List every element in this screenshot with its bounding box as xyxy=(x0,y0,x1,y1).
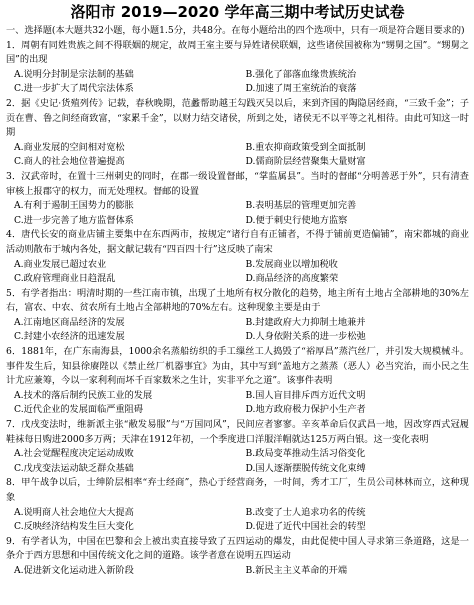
option-d: D.人身依附关系的进一步松弛 xyxy=(245,331,366,343)
option-b: B.表明基层的管理更加完善 xyxy=(245,200,357,212)
question-stem: 2．据《史记·货殖列传》记载，春秋晚期，范蠡帮助越王勾践灭吴以后，来到齐国的陶隐居经商，“三致千金”；子贡在曹、鲁之间经商致富，“家累千金”，以财力结交诸侯，所到之处，诸侯无不以平等之礼相待。由此可知这一时期 xyxy=(6,97,469,139)
option-b: B.新民主主义革命的开端 xyxy=(245,564,348,576)
section-instructions: 一、选择题(本大题共32小题，每小题1.5分，共48分。在每小题给出的四个选项中，只有一项是符合题目要求的) xyxy=(6,25,465,36)
question-5 xyxy=(6,287,469,345)
option-d: D.国人逐渐摆脱传统文化束缚 xyxy=(245,462,366,474)
question-2 xyxy=(6,97,469,170)
option-d: D.便于刺史行使地方监察 xyxy=(245,214,348,226)
question-stem: 5．有学者指出：明清时期的一些江南市镇，出现了土地所有权分散化的趋势，地主所有土地占全部耕地的30%左右，富农、中农、贫农所有土地占全部耕地的70%左右。这种现象主要是由于 xyxy=(6,287,469,314)
question-stem: 9．有学者认为，中国在巴黎和会上被出卖直接导致了五四运动的爆发，由此促使中国人寻求第三条道路，这是一条介于西方思想和中国传统文化之间的道路。该学者意在说明五四运动 xyxy=(6,535,469,562)
option-c: C.戊戌变法运动缺乏群众基础 xyxy=(14,462,134,474)
option-c: C.反映经济结构发生巨大变化 xyxy=(14,521,134,533)
option-a: A.说明商人社会地位大大提高 xyxy=(14,506,134,518)
option-a: A.技术的落后制约民族工业的发展 xyxy=(14,389,153,401)
option-d: D.儒商阶层经营聚集大量财富 xyxy=(245,156,366,168)
option-d: D.商品经济的高度繁荣 xyxy=(245,273,339,285)
option-d: D.加速了周王室统治的衰落 xyxy=(245,83,357,95)
option-a: A.有利于遏制王国势力的膨胀 xyxy=(14,200,134,212)
option-b: B.封建政府大力抑制土地兼并 xyxy=(245,316,366,328)
option-b: B.发展商业以增加税收 xyxy=(245,258,338,270)
question-stem: 4．唐代长安的商业店铺主要集中在东西两市，按规定“诸行自有正铺者，不得于铺前更造偏铺”，南宋都城的商业活动则散布于城内各处，据文献记载有“四百四十行”这反映了南宋 xyxy=(6,229,469,255)
question-3 xyxy=(6,170,469,228)
page-title: 洛阳市 2019—2020 学年高三期中考试历史试卷 xyxy=(70,3,405,21)
question-stem: 6．1881年，在广东南海县，1000余名蒸船纺织的手工缫丝工人捣毁了“裕厚昌”蒸汽丝厂，并引发大规模械斗。事件发生后，知县徐赓陛以《禁止丝厂机器事宜》为由，其中写到“盖地方之蒸蒸（恶人）必当究治，而小民之生计尤应兼筹，今以一家利利而坏千百家数米之生计，实非平允之道”。该事件表明 xyxy=(6,346,469,387)
option-a: A.商业发展已超过农业 xyxy=(14,258,107,270)
option-b: B.重农抑商政策受到全面抵制 xyxy=(245,141,366,153)
question-8 xyxy=(6,476,469,534)
question-9 xyxy=(6,535,469,579)
option-c: C.近代企业的发展面临严重阻碍 xyxy=(14,404,144,416)
option-d: D.促进了近代中国社会的转型 xyxy=(245,521,366,533)
question-4 xyxy=(6,228,469,286)
question-stem: 3．汉武帝时，在置十三州刺史的同时，在郡一级设置督邮，“掌监属县”。当时的督邮“分明善恶于外”，只有清查审核上报郡守的权力，而无处理权。督邮的设置 xyxy=(6,170,469,197)
option-c: C.进一步完善了地方监督体系 xyxy=(14,214,134,226)
option-a: A.说明分封制是宗法制的基础 xyxy=(14,68,134,80)
option-b: B.政局变革推动生活习俗变化 xyxy=(245,448,366,460)
question-7 xyxy=(6,418,469,476)
option-d: D.地方政府极力保护小生产者 xyxy=(245,404,366,416)
option-c: C.商人的社会地位普遍提高 xyxy=(14,156,125,168)
option-b: B.国人盲目排斥西方近代文明 xyxy=(245,389,366,401)
question-stem: 7．戊戌变法时，维新派主张“敝发易服”与“万国同风”，民间应者寥寥。辛亥革命后仅武昌一地，因改穿西式冠履鞋袜每日购进2000多万两；天津在1912年初，一个季度进口洋服洋帽就达125万两白银。这一变化表明 xyxy=(6,419,469,445)
option-c: C.政府管理商业日趋混乱 xyxy=(14,273,116,285)
option-a: A.商业发展的空间相对宽松 xyxy=(14,141,125,153)
option-c: C.封建小农经济的迅速发展 xyxy=(14,331,125,343)
question-1 xyxy=(6,39,469,97)
option-b: B.改变了士人追求功名的传统 xyxy=(245,506,366,518)
question-stem: 1．周朝有同姓贵族之间不得联姻的规定，故周王室主要与异姓诸侯联姻，这些诸侯国被称为“甥舅之国”。“甥舅之国”的出现 xyxy=(6,39,469,66)
option-c: C.进一步扩大了周代宗法体系 xyxy=(14,83,134,95)
option-a: A.江南地区商品经济的发展 xyxy=(14,316,125,328)
question-6 xyxy=(6,345,469,418)
question-stem: 8．甲午战争以后，士绅阶层相率“弃士经商”，热心于经营商务，一时间，秀才工厂，生员公司林林而立，这种现象 xyxy=(6,477,469,503)
option-a: A.社会觉醒程度决定运动成败 xyxy=(14,448,134,460)
option-b: B.强化了部落血缘贵族统治 xyxy=(245,68,357,80)
option-a: A.促进新文化运动进入新阶段 xyxy=(14,564,134,576)
